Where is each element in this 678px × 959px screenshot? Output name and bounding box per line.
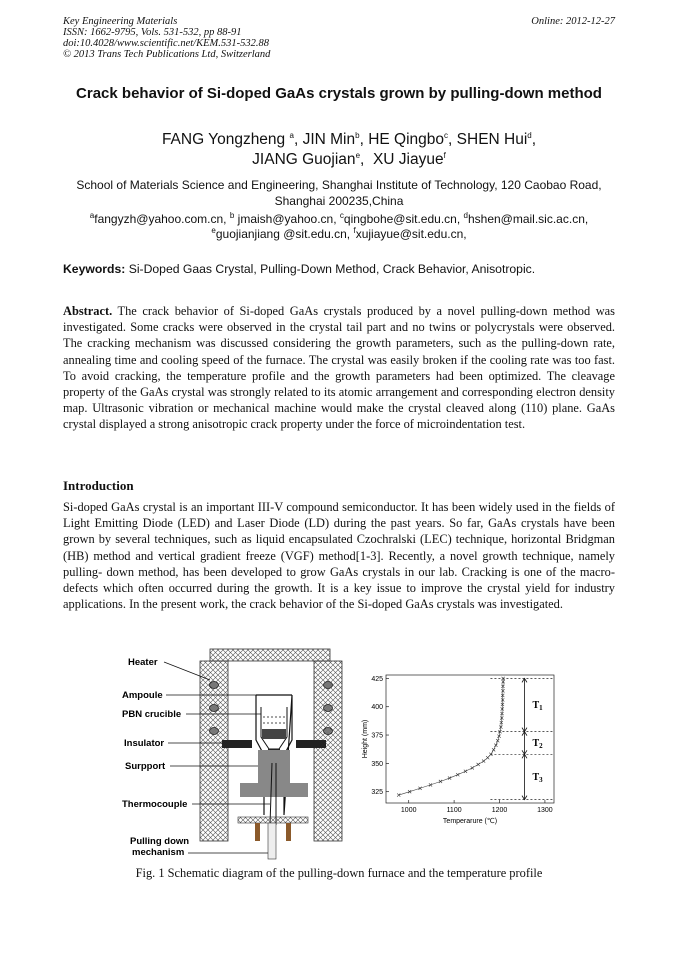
heater-coil	[210, 705, 219, 712]
data-point	[456, 773, 459, 776]
email[interactable]: guojianjiang @sit.edu.cn,	[215, 227, 351, 241]
author-name: HE Qingbo	[368, 131, 445, 148]
data-point	[448, 776, 451, 779]
x-tick-label: 1000	[400, 807, 417, 814]
author-name: JIN Min	[302, 131, 356, 148]
author-list: FANG Yongzheng $^a$, JIN Min$^b$, HE Qingbo$^c$, SHEN Hui$^d$, JIANG Guojian$^e$, XU Jiayue$^f$	[161, 130, 537, 168]
author-name: JIANG Guojian	[252, 151, 356, 168]
zone-label: $T_3$	[532, 771, 543, 784]
email[interactable]: fangyzh@yahoo.com.cn,	[94, 212, 227, 226]
data-point	[408, 790, 411, 793]
data-point	[429, 783, 432, 786]
author-mark: a	[289, 130, 294, 140]
insulator-right	[296, 740, 326, 748]
copyright-line: © 2013 Trans Tech Publications Ltd, Switzerland	[63, 49, 271, 60]
data-point	[486, 756, 489, 759]
author-mark: b	[355, 130, 360, 140]
data-point	[477, 763, 480, 766]
x-tick-label: 1200	[491, 807, 508, 814]
label-insulator: Insulator	[124, 738, 165, 749]
abstract	[63, 303, 615, 433]
author-mark: d	[527, 130, 532, 140]
email-mark: c	[339, 211, 344, 220]
email[interactable]: xujiayue@sit.edu.cn,	[355, 227, 467, 241]
x-tick-label: 1100	[446, 807, 462, 814]
email-mark: e	[211, 226, 216, 235]
zone-label: $T_2$	[532, 737, 543, 750]
label-crucible: PBN crucible	[122, 709, 182, 720]
pbn-crucible	[261, 707, 287, 749]
journal-header	[63, 16, 270, 60]
author-name: SHEN Hui	[456, 131, 528, 148]
y-axis-label: Height (mm)	[362, 719, 369, 759]
author-mark: f	[443, 150, 446, 160]
data-point	[397, 793, 400, 796]
melt-zone	[262, 729, 286, 739]
journal-name: Key Engineering Materials	[63, 16, 178, 27]
label-support: Surpport	[125, 761, 166, 772]
data-point	[492, 748, 495, 751]
support-base	[240, 783, 308, 797]
series-line	[399, 678, 503, 795]
email-mark: a	[89, 211, 95, 220]
pulling-shaft	[268, 823, 276, 859]
plot-frame	[386, 675, 554, 803]
data-point	[418, 787, 421, 790]
y-tick-label: 400	[371, 704, 383, 712]
heater-coil	[210, 728, 219, 735]
email[interactable]: hshen@mail.sic.ac.cn,	[467, 212, 589, 226]
label-heater: Heater	[128, 657, 158, 668]
email-list	[70, 212, 608, 242]
y-tick-label: 325	[371, 789, 383, 797]
furnace-top-wall	[210, 649, 330, 661]
doi-line: doi:10.4028/www.scientific.net/KEM.531-532.88	[63, 38, 269, 49]
zone-label: $T_1$	[532, 700, 543, 713]
email-mark: b	[229, 211, 235, 220]
abstract-label: Abstract.	[63, 304, 113, 318]
label-pulling-line1: Pulling down	[130, 836, 190, 847]
schematic-labels	[122, 657, 270, 858]
pulling-rod	[255, 823, 260, 841]
furnace-schematic	[122, 649, 342, 859]
data-point	[471, 766, 474, 769]
issn-line: ISSN: 1662-9795, Vols. 531-532, pp 88-91	[63, 27, 242, 38]
email[interactable]: jmaish@yahoo.cn,	[237, 212, 337, 226]
section-heading-introduction: Introduction	[63, 478, 134, 493]
data-point	[464, 770, 467, 773]
zone-markers	[490, 678, 554, 799]
keywords-label: Keywords:	[63, 262, 126, 276]
label-ampoule: Ampoule	[122, 690, 163, 701]
author-name: FANG Yongzheng	[161, 131, 286, 148]
data-point	[482, 759, 485, 762]
x-tick-label: 1300	[537, 807, 553, 814]
data-points	[397, 677, 505, 797]
heater-coil	[324, 728, 333, 735]
pulling-plate	[238, 817, 308, 823]
data-point	[494, 744, 497, 747]
x-axis-label: Temperarure (℃)	[442, 818, 498, 825]
keywords	[63, 261, 615, 277]
email-mark: d	[463, 211, 468, 220]
data-point	[439, 780, 442, 783]
y-tick-label: 375	[371, 732, 383, 740]
paper-title: Crack behavior of Si-doped GaAs crystals grown by pulling-down method	[76, 85, 602, 102]
author-mark: c	[444, 130, 449, 140]
online-date: Online: 2012-12-27	[531, 16, 615, 27]
author-name: XU Jiayue	[372, 151, 444, 168]
temperature-profile-chart	[362, 675, 554, 825]
label-pulling-line2: mechanism	[132, 847, 185, 858]
abstract-text: The crack behavior of Si-doped GaAs crystals produced by a novel pulling-down method was investigated. Some cracks were observed in the crystal tail part and no twins or polycrystals were observed. The cracking mechanism was discussed considering the growth parameters, such as the pulling-down rate, annealing time and cooling speed of the furnace. The crystal was easily broken if the cooling rate was too fast. To avoid cracking, the temperature profile and the growth parameters had been optimized. The cleavage property of the GaAs crystal was strongly related to its atomic arrangement and corresponding electron density map. Ultrasonic vibration or mechanical machine would make the crystal cleaved along (110) plane. GaAs crystal displayed a strong anisotropic crack property under the force of microindentation test.	[63, 304, 615, 432]
pulling-rod	[286, 823, 291, 841]
figure-caption: Fig. 1 Schematic diagram of the pulling-down furnace and the temperature profile	[135, 866, 543, 880]
axis-ticks	[371, 676, 552, 814]
heater-coil	[210, 682, 219, 689]
data-point	[496, 739, 499, 742]
label-thermocouple: Thermocouple	[122, 799, 188, 810]
author-mark: e	[355, 150, 361, 160]
insulator-left	[222, 740, 252, 748]
y-tick-label: 350	[371, 760, 383, 768]
figure-1	[118, 645, 568, 860]
y-tick-label: 425	[371, 675, 383, 683]
heater-coil	[324, 705, 333, 712]
affiliation: School of Materials Science and Engineering, Shanghai Institute of Technology, 120 Caobao Road, Shanghai 200235,China	[76, 178, 602, 208]
introduction-text: Si-doped GaAs crystal is an important III-V compound semiconductor. It has been widely used in the fields of Light Emitting Diode (LED) and Laser Diode (LD) during the past years. So far, GaAs crystals have been grown by several techniques, such as liquid encapsulated Czochralski (LEC) technique, horizontal Bridgman (HB) method and vertical gradient freeze (VGF) method[1-3]. Recently, a novel growth technique, namely pulling- down method, has been developed to grow GaAs crystals in our lab. Cracking is one of the macro-defects which often occurred during the growth. It is a key issue to improve the crystal yield for industry applications. In the present work, the crack behavior of the Si-doped GaAs crystals was investigated.	[63, 500, 615, 612]
figure-svg	[118, 645, 568, 860]
keywords-text: Si-Doped Gaas Crystal, Pulling-Down Method, Crack Behavior, Anisotropic.	[125, 262, 536, 276]
email[interactable]: qingbohe@sit.edu.cn,	[343, 212, 461, 226]
email-mark: f	[353, 226, 356, 235]
heater-coil	[324, 682, 333, 689]
